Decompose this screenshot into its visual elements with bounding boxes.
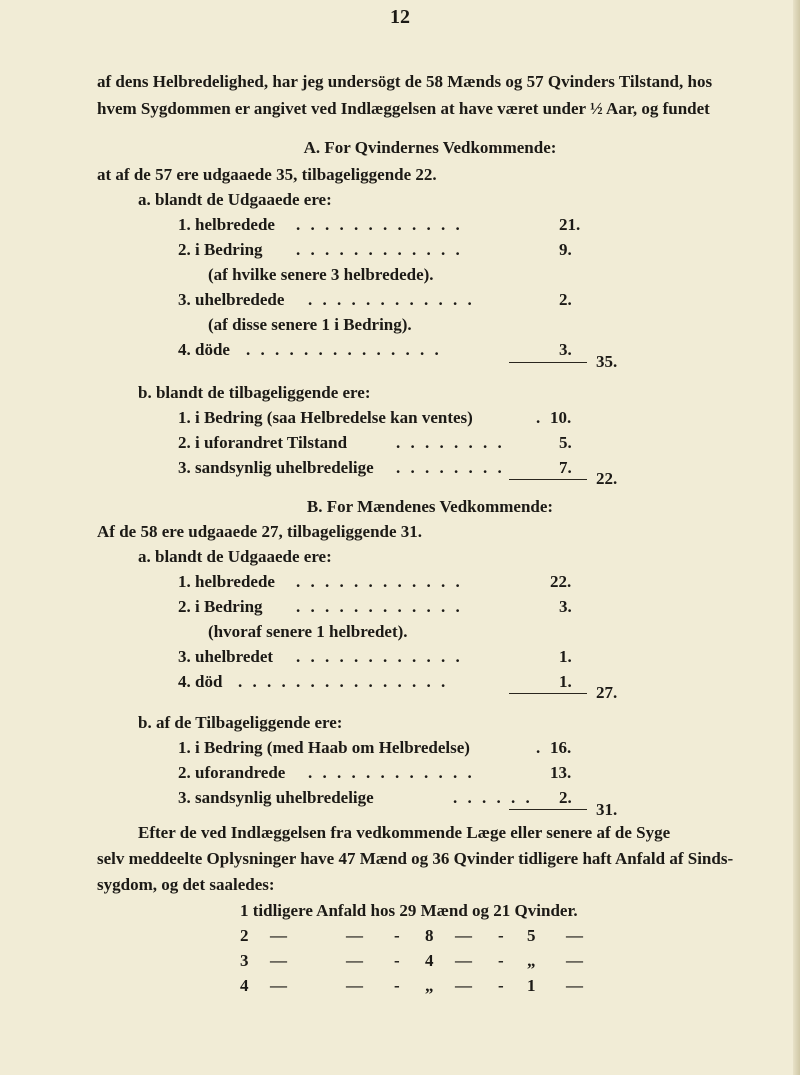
section-a-b-heading: b. blandt de tilbageliggende ere: <box>138 383 371 402</box>
section-a-summary: at af de 57 ere udgaaede 35, tilbageliggende 22. <box>97 165 437 184</box>
section-b-summary: Af de 58 ere udgaaede 27, tilbageliggende 31. <box>97 522 423 541</box>
sum-rule <box>509 479 587 480</box>
intro-line-2: hvem Sygdommen er angivet ved Indlæggelsen at have været under ½ Aar, og fundet <box>97 99 710 118</box>
section-b-b-heading: b. af de Tilbageliggende ere: <box>138 713 343 732</box>
sum-rule <box>509 809 587 810</box>
outro-line-3: sygdom, og det saaledes: <box>97 875 275 894</box>
section-b-a-total: 27. <box>596 683 618 702</box>
sum-rule <box>509 693 587 694</box>
page-number: 12 <box>390 6 410 28</box>
outro-line-1: Efter de ved Indlæggelsen fra vedkommende Læge eller senere af de Syge <box>138 823 671 842</box>
section-a-a-total: 35. <box>596 352 618 371</box>
document-page: 12 af dens Helbredelighed, har jeg undersögt de 58 Mænds og 57 Qvinders Tilstand, hos hvem Sygdommen er angivet ved Indlæggelsen at have været under ½ Aar, og fundet A. For Qvindernes Vedkommende: at af de 57 ere udgaaede 35, tilbageliggende 22. a. blandt de Udgaaede ere: 1. helbredede . . . . . . . . . . . . 21. 2. i Bedring . . . . . . . . . . . . 9. (af hvilke senere 3 helbredede). 3. uhelbredede . . . . . . . . . . . . 2. (af disse senere 1 i Bedring). 4. döde . . . . . . . . . . . . . . 3. 35. b. blandt de tilbageliggende ere: 1. i Bedring (saa Helbredelse kan ventes) . 10. 2. i uforandret Tilstand . . . . . . . . 5. 3. sandsynlig uhelbredelige . . . . . . . . 7. 22. B. For Mændenes Vedkommende: Af de 58 ere udgaaede 27, tilbageliggende 31. a. blandt de Udgaaede ere: 1. helbredede . . . . . . . . . . . . 22. 2. i Bedring . . . . . . . . . . . . 3. (hvoraf senere 1 helbredet). 3. uhelbredet . . . . . . . . . . . . 1. 4. död . . . . . . . . . . . . . . . 1. 27. b. af de Tilbageliggende ere: 1. i Bedring (med Haab om Helbredelse) . 16. 2. uforandrede . . . . . . . . . . . . 13. 3. sandsynlig uhelbredelige . . . . . . 2. 31. Efter de ved Indlæggelsen fra vedkommende Læge eller senere af de Syge selv meddeelte Oplysninger have 47 Mænd og 36 Qvinder tidligere haft Anfald af Sinds- sygdom, og det saaledes: 1 tidligere Anfald hos 29 Mænd og 21 Qvinder. 2 — — - 8 — - 5 — 3 — — - 4 — - „ — 4 — — - „ — - 1 — <box>0 0 800 1075</box>
sum-rule <box>509 362 587 363</box>
section-a-b-total: 22. <box>596 469 618 488</box>
section-a-heading: A. For Qvindernes Vedkommende: <box>303 138 557 157</box>
section-a-a-heading: a. blandt de Udgaaede ere: <box>138 190 332 209</box>
outro-line-2: selv meddeelte Oplysninger have 47 Mænd og 36 Qvinder tidligere haft Anfald af Sinds- <box>97 849 734 868</box>
section-b-a-heading: a. blandt de Udgaaede ere: <box>138 547 332 566</box>
section-b-b-total: 31. <box>596 800 618 819</box>
page-edge <box>793 0 800 1075</box>
intro-line-1: af dens Helbredelighed, har jeg undersögt de 58 Mænds og 57 Qvinders Tilstand, hos <box>97 72 713 91</box>
table-row: 1 tidligere Anfald hos 29 Mænd og 21 Qvinder. <box>240 901 578 920</box>
section-b-heading: B. For Mændenes Vedkommende: <box>306 497 554 516</box>
